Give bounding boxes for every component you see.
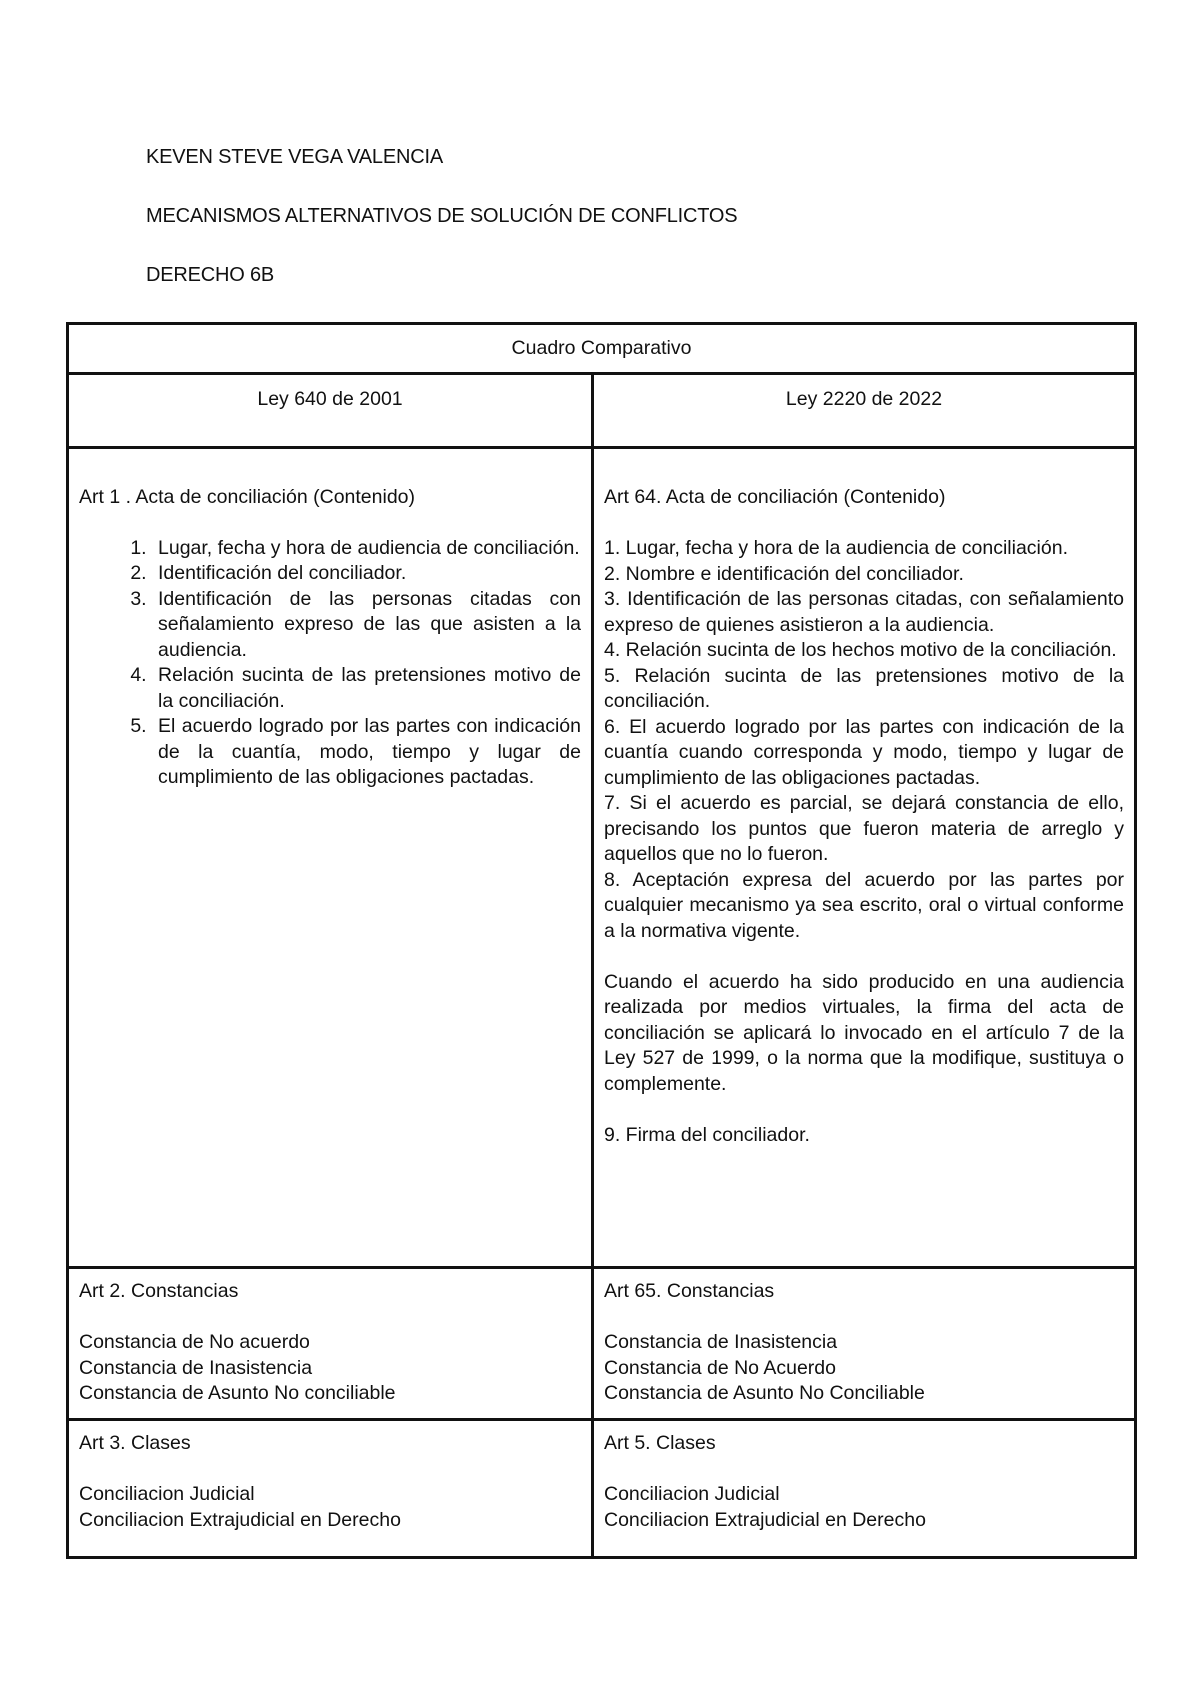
numbered-list bbox=[79, 536, 581, 791]
list-item: 7. Si el acuerdo es parcial, se dejará constancia de ello, precisando los puntos que fueron materia de arreglo y aquellos que no lo fueron. bbox=[604, 792, 1125, 865]
list-item: 1. Lugar, fecha y hora de la audiencia de conciliación. bbox=[604, 537, 1068, 559]
cell-ley2220-art5 bbox=[593, 1420, 1136, 1558]
list-item: Constancia de Inasistencia bbox=[604, 1331, 838, 1353]
table-header-row bbox=[68, 374, 1136, 448]
list-item: 5. El acuerdo logrado por las partes con indicación de la cuantía, modo, tiempo y lugar de cumplimiento de las obligaciones pactadas. bbox=[152, 714, 581, 791]
article-heading: Art 5. Clases bbox=[604, 1432, 716, 1454]
list-item: Conciliacion Extrajudicial en Derecho bbox=[604, 1508, 926, 1531]
article-heading: Art 2. Constancias bbox=[79, 1280, 239, 1302]
table-title: Cuadro Comparativo bbox=[68, 324, 1136, 374]
cell-ley2220-art64 bbox=[593, 448, 1136, 1268]
list-item: 3. Identificación de las personas citadas, con señalamiento expreso de quienes asistieron a la audiencia. bbox=[604, 588, 1125, 636]
article-heading: Art 64. Acta de conciliación (Contenido) bbox=[604, 486, 946, 508]
column-header-ley-640: Ley 640 de 2001 bbox=[68, 374, 593, 448]
list-item: 4. Relación sucinta de los hechos motivo de la conciliación. bbox=[604, 639, 1117, 661]
list-item: 6. El acuerdo logrado por las partes con indicación de la cuantía cuando corresponda y modo, tiempo y lugar de cumplimiento de las obligaciones pactadas. bbox=[604, 715, 1125, 789]
list-item: Constancia de No Acuerdo bbox=[604, 1356, 836, 1379]
table-title-row bbox=[68, 324, 1136, 374]
list-item: Constancia de No acuerdo bbox=[79, 1331, 310, 1353]
article-heading: Art 65. Constancias bbox=[604, 1280, 775, 1302]
list-item: 2. Nombre e identificación del conciliador. bbox=[604, 562, 964, 585]
article-heading: Art 1 . Acta de conciliación (Contenido) bbox=[79, 486, 416, 508]
list-item: 5. Relación sucinta de las pretensiones motivo de la conciliación. bbox=[604, 664, 1125, 712]
list-item: Conciliacion Extrajudicial en Derecho bbox=[79, 1508, 401, 1531]
cell-ley640-art1 bbox=[68, 448, 593, 1268]
virtual-signature-note: Cuando el acuerdo ha sido producido en una audiencia realizada por medios virtuales, la firma del acta de conciliación se aplicará lo invocado en el artículo 7 de la Ley 527 de 1999, o la norma que la modifique, sustituya o complemente. bbox=[604, 970, 1125, 1095]
list-item: 4. Relación sucinta de las pretensiones motivo de la conciliación. bbox=[152, 663, 581, 714]
list-item: 9. Firma del conciliador. bbox=[604, 1123, 810, 1146]
comparison-table bbox=[66, 322, 1137, 1559]
table-row bbox=[68, 1268, 1136, 1420]
list-item: Conciliacion Judicial bbox=[79, 1483, 255, 1505]
author-name: KEVEN STEVE VEGA VALENCIA bbox=[146, 146, 443, 168]
column-header-ley-2220: Ley 2220 de 2022 bbox=[593, 374, 1136, 448]
list-item: Constancia de Inasistencia bbox=[79, 1356, 313, 1379]
group-label: DERECHO 6B bbox=[146, 264, 275, 286]
course-title: MECANISMOS ALTERNATIVOS DE SOLUCIÓN DE CONFLICTOS bbox=[146, 205, 738, 227]
cell-ley640-art3 bbox=[68, 1420, 593, 1558]
cell-ley640-art2 bbox=[68, 1268, 593, 1420]
article-heading: Art 3. Clases bbox=[79, 1432, 191, 1454]
table-row bbox=[68, 448, 1136, 1268]
list-item: 1. Lugar, fecha y hora de audiencia de conciliación. bbox=[152, 536, 581, 562]
cell-ley2220-art65 bbox=[593, 1268, 1136, 1420]
list-item: 2. Identificación del conciliador. bbox=[152, 561, 581, 587]
list-item: Constancia de Asunto No conciliable bbox=[79, 1382, 396, 1404]
table-row bbox=[68, 1420, 1136, 1558]
list-item: Conciliacion Judicial bbox=[604, 1483, 780, 1505]
list-item: Constancia de Asunto No Conciliable bbox=[604, 1382, 925, 1404]
list-item: 3. Identificación de las personas citadas con señalamiento expreso de las que asisten a la audiencia. bbox=[152, 587, 581, 664]
list-item: 8. Aceptación expresa del acuerdo por las partes por cualquier mecanismo ya sea escrito, oral o virtual conforme a la normativa vigente. bbox=[604, 868, 1125, 942]
